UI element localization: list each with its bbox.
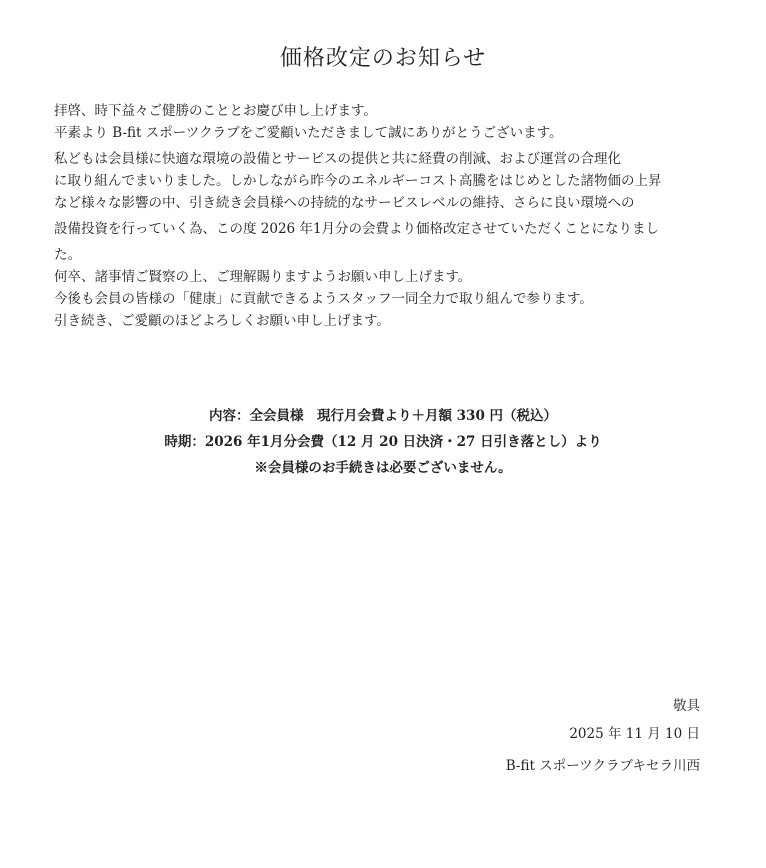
signoff-block	[506, 694, 700, 778]
paragraph-line: 私どもは会員様に快適な環境の設備とサービスの提供と共に経費の削減、および運営の合理化	[54, 151, 621, 167]
closing-line: 今後も会員の皆様の「健康」に貢献できるようスタッフ一同全力で取り組んで参ります。	[54, 291, 593, 307]
closing-line: 引き続き、ご愛顧のほどよろしくお願い申し上げます。	[54, 313, 390, 329]
closing-line: 何卒、諸事情ご賢察の上、ご理解賜りますようお願い申し上げます。	[54, 269, 472, 285]
document-title: 価格改定のお知らせ	[279, 46, 487, 71]
notice-note: ※会員様のお手続きは必要ございません。	[254, 460, 512, 476]
letter-body	[54, 100, 704, 332]
greeting-line: 平素より B-fit スポーツクラブをご愛顧いただきまして誠にありがとうございます。	[54, 125, 563, 141]
organization-name: B-fit スポーツクラブキセラ川西	[505, 758, 700, 774]
notice-period: 時期：2026 年1月分会費（12 月 20 日決済・27 日引き落とし）より	[164, 434, 602, 450]
paragraph-line: に取り組んでまいりました。しかしながら昨今のエネルギーコスト高騰をはじめとした諸物価の上昇	[54, 173, 662, 189]
paragraph-line: など様々な影響の中、引き続き会員様への持続的なサービスレベルの維持、さらに良い環境への	[54, 195, 635, 211]
greeting-line: 拝啓、時下益々ご健勝のこととお慶び申し上げます。	[54, 103, 377, 119]
paragraph-line: た。	[54, 247, 81, 263]
price-notice	[0, 403, 766, 481]
main-paragraph	[54, 148, 704, 266]
keigu-text: 敬具	[673, 698, 700, 714]
paragraph-line: 設備投資を行っていく為、この度 2026 年1月分の会費より価格改定させていただくことになりまし	[54, 221, 660, 237]
issue-date: 2025 年 11 月 10 日	[569, 726, 700, 742]
notice-content: 内容：全会員様 現行月会費より＋月額 330 円（税込）	[208, 408, 558, 424]
